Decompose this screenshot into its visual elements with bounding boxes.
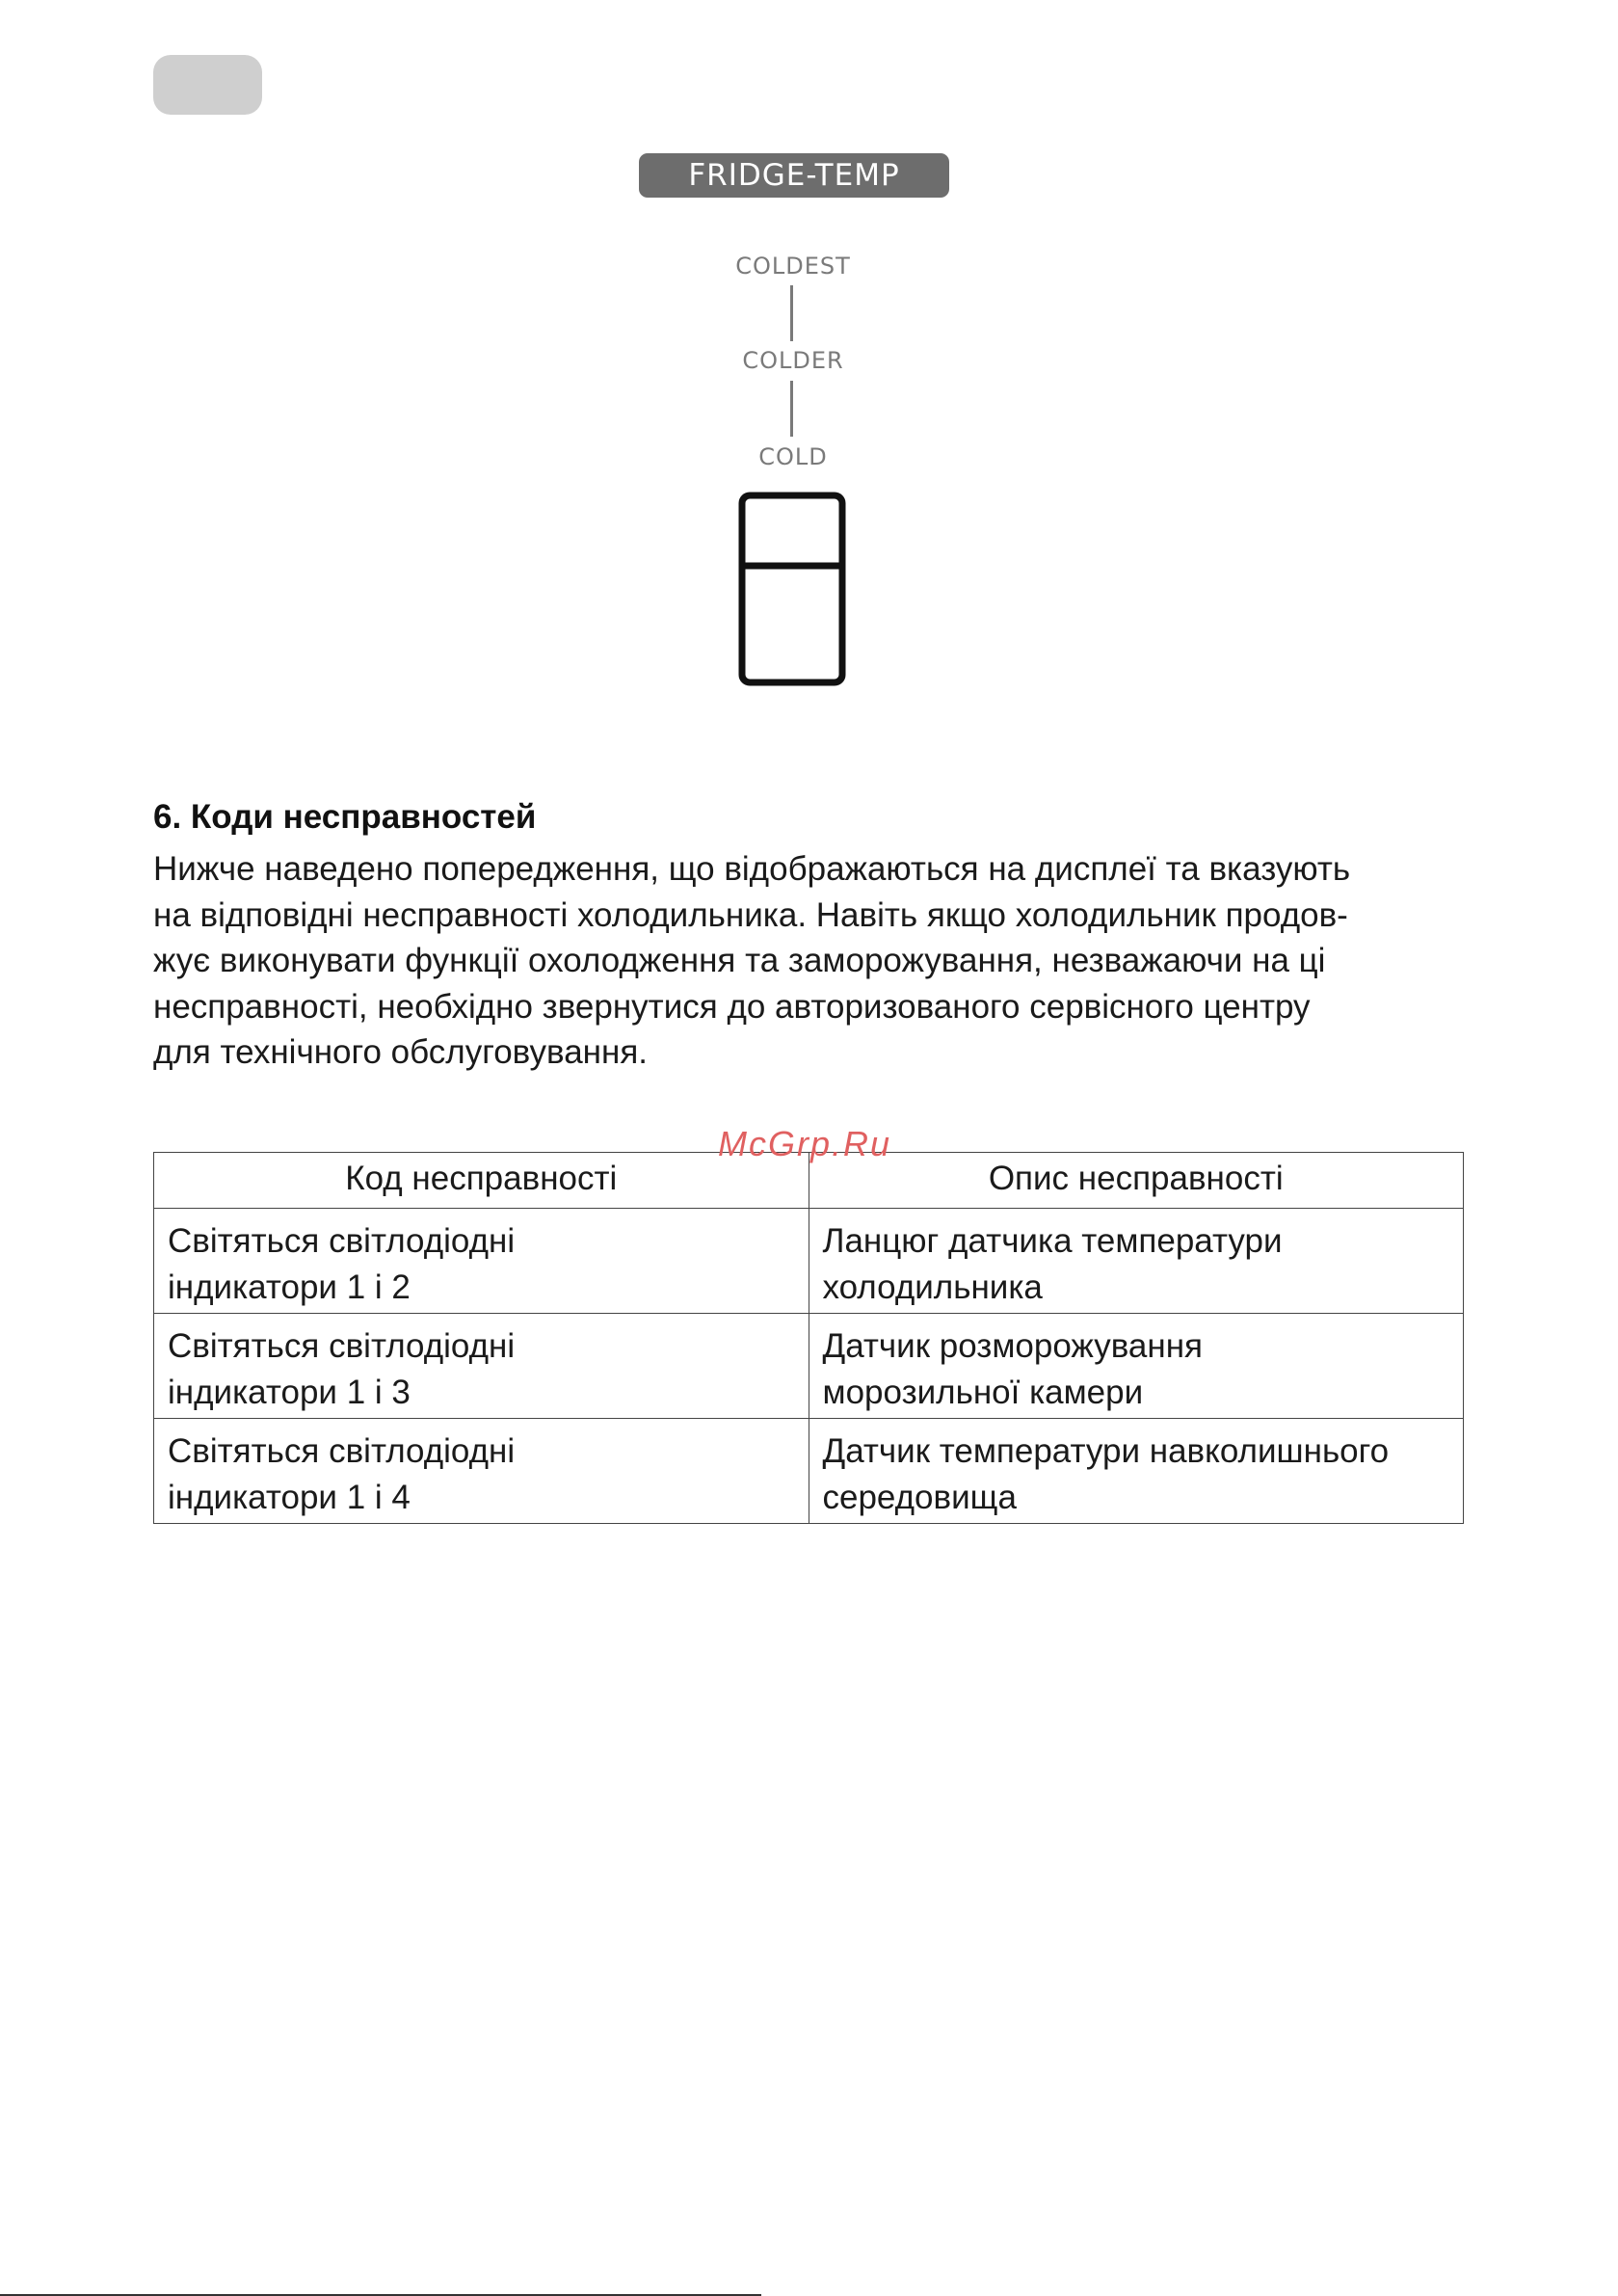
fridge-temp-label: FRIDGE-TEMP [639,153,949,198]
watermark: McGrp.Ru [718,1124,892,1163]
temp-level-colder: COLDER [742,347,844,374]
cell-line: індикатори 1 і 4 [168,1479,411,1516]
fault-codes-table [153,1152,1464,1524]
fault-code-cell [154,1419,809,1524]
fault-description-cell [809,1314,1464,1419]
cell-line: індикатори 1 і 2 [168,1268,411,1306]
temp-level-coldest: COLDEST [735,253,851,280]
page-number-tab [153,55,262,115]
intro-line: Нижче наведено попередження, що відображаються на дисплеї та вказують [153,850,1351,888]
table-row [154,1314,1464,1419]
cell-line: індикатори 1 і 3 [168,1374,411,1411]
column-header-description: Опис несправності [809,1153,1464,1209]
cell-line: Датчик температури навколишнього [822,1432,1390,1470]
table-row [154,1209,1464,1314]
intro-line: несправності, необхідно звернутися до авторизованого сервісного центру [153,987,1311,1026]
table-row [154,1419,1464,1524]
temp-level-cold: COLD [758,443,828,470]
section-heading: 6. Коди несправностей [153,798,537,836]
intro-line: для технічного обслуговування. [153,1033,649,1071]
fault-description-cell [809,1209,1464,1314]
intro-line: на відповідні несправності холодильника. Навіть якщо холодильник продов- [153,895,1348,934]
cell-line: морозильної камери [822,1374,1144,1411]
fridge-icon [738,492,846,686]
intro-paragraph [153,846,1502,1076]
cell-line: Датчик розморожування [822,1327,1203,1365]
fault-code-cell [154,1209,809,1314]
cell-line: середовища [822,1479,1017,1516]
cell-line: Світяться світлодіодні [168,1327,516,1365]
cell-line: холодильника [822,1268,1043,1306]
scale-connector-line [790,285,793,341]
fault-description-cell [809,1419,1464,1524]
intro-line: жує виконувати функції охолодження та заморожування, незважаючи на ці [153,942,1326,979]
fault-code-cell [154,1314,809,1419]
scale-connector-line [790,381,793,437]
cell-line: Світяться світлодіодні [168,1432,516,1470]
column-header-code: Код несправності [154,1153,809,1209]
cell-line: Ланцюг датчика температури [822,1222,1283,1260]
cell-line: Світяться світлодіодні [168,1222,516,1260]
